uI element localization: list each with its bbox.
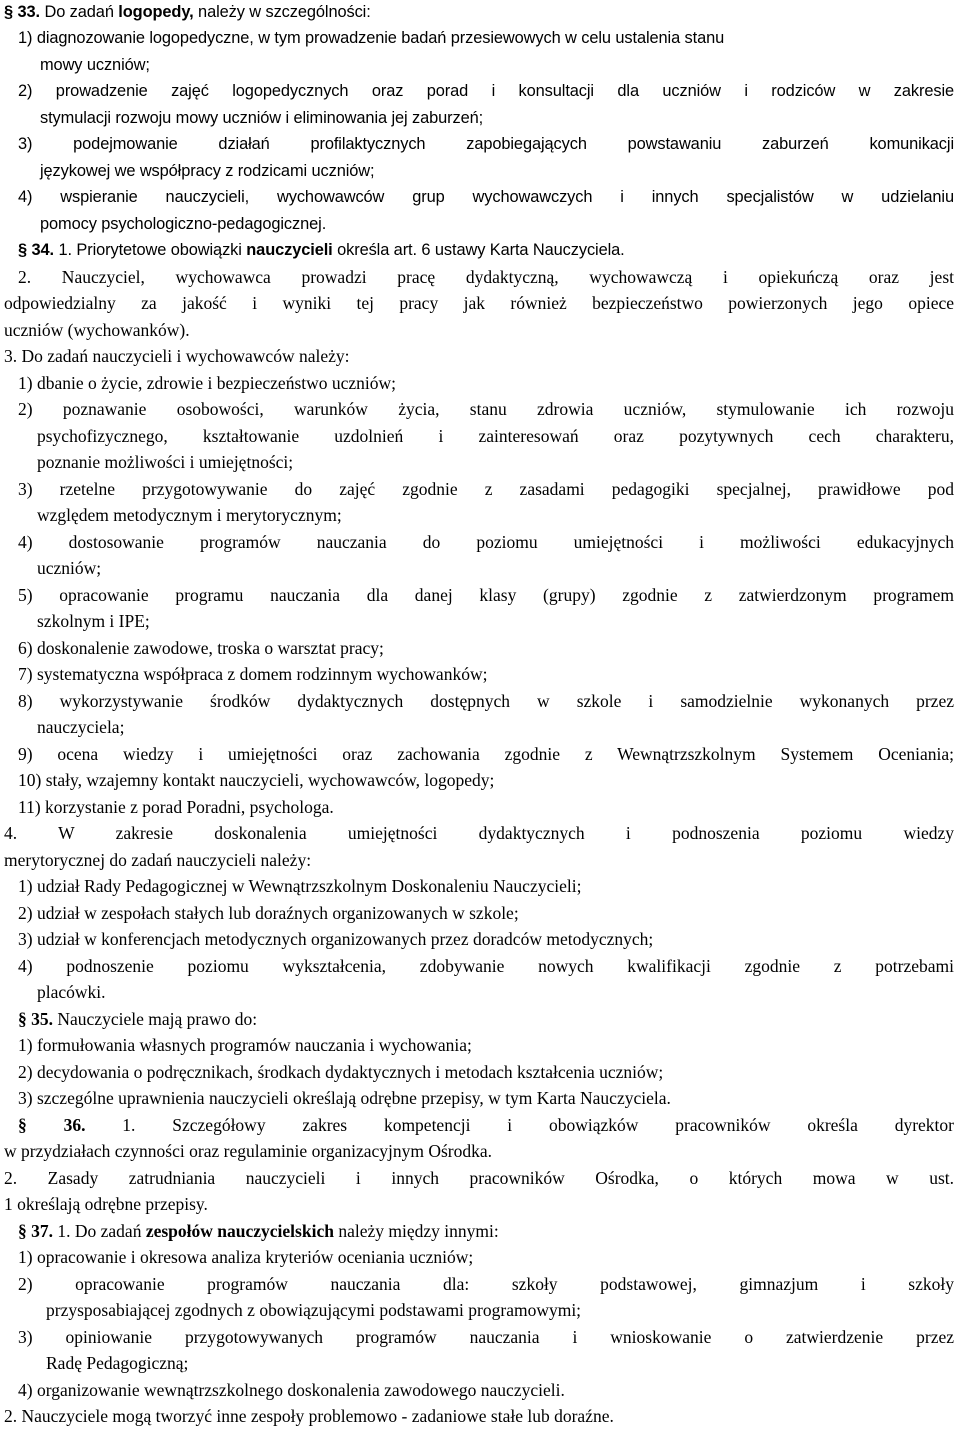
section-36-paragraph-2-cont: 1 określają odrębne przepisy.: [4, 1194, 208, 1214]
section-33-item-cont: pomocy psychologiczno-pedagogicznej.: [40, 215, 327, 233]
section-34-item-cont: uczniów;: [37, 558, 102, 578]
section-37-heading: § 37. 1. Do zadań zespołów nauczycielskich należy między innymi:: [18, 1221, 499, 1241]
section-33-item-cont: stymulacji rozwoju mowy uczniów i eliminowania jej zaburzeń;: [40, 109, 484, 127]
section-35-number: 35.: [31, 1009, 53, 1029]
section-37-item: 4) organizowanie wewnątrzszkolnego doskonalenia zawodowego nauczycieli.: [18, 1380, 565, 1400]
section-35-heading: § 35. Nauczyciele mają prawo do:: [18, 1009, 258, 1029]
section-34-paragraph-3: 3. Do zadań nauczycieli i wychowawców należy:: [4, 346, 350, 366]
section-34-heading: § 34. 1. Priorytetowe obowiązki nauczycieli określa art. 6 ustawy Karta Nauczyciela.: [18, 241, 625, 259]
section-34-item: 4) dostosowanie programów nauczania do poziomu umiejętności i możliwości edukacyjnych: [18, 532, 954, 552]
section-37-number: 37.: [31, 1221, 53, 1241]
section-37-item-cont: przysposabiającej zgodnych z obowiązującymi podstawami programowymi;: [46, 1300, 582, 1320]
section-34-item: 6) doskonalenie zawodowe, troska o warsztat pracy;: [18, 638, 384, 658]
section-33-number: 33.: [17, 3, 40, 21]
section-34-item: 9) ocena wiedzy i umiejętności oraz zachowania zgodnie z Wewnątrzszkolnym Systemem Oceniania;: [18, 744, 954, 764]
section-symbol: §: [18, 1115, 27, 1135]
section-34-item-cont: placówki.: [37, 982, 106, 1002]
section-34-item-cont: nauczyciela;: [37, 717, 125, 737]
section-36-paragraph-1-cont: w przydziałach czynności oraz regulaminie organizacyjnym Ośrodka.: [4, 1141, 493, 1161]
section-33-item-cont: językowej we współpracy z rodzicami uczniów;: [40, 162, 375, 180]
section-37-item-cont: Radę Pedagogiczną;: [46, 1353, 189, 1373]
section-symbol: §: [18, 1221, 27, 1241]
section-34-paragraph-4: 4. W zakresie doskonalenia umiejętności dydaktycznych i podnoszenia poziomu wiedzy: [4, 823, 954, 843]
section-34-number: 34.: [31, 241, 54, 259]
section-35-item: 1) formułowania własnych programów nauczania i wychowania;: [18, 1035, 472, 1055]
section-33-item: 4) wspieranie nauczycieli, wychowawców grup wychowawczych i innych specjalistów w udzielaniu: [18, 188, 954, 206]
section-36-number: 36.: [63, 1115, 86, 1135]
zespoly-term: zespołów nauczycielskich: [145, 1221, 334, 1241]
section-symbol: §: [18, 1009, 27, 1029]
section-33-item: 3) podejmowanie działań profilaktycznych zapobiegających powstawaniu zaburzeń komunikacji: [18, 135, 954, 153]
section-37-item: 2) opracowanie programów nauczania dla: szkoły podstawowej, gimnazjum i szkoły: [18, 1274, 954, 1294]
section-33-item: 1) diagnozowanie logopedyczne, w tym prowadzenie badań przesiewowych w celu ustalenia stanu: [18, 29, 725, 47]
section-33-item: 2) prowadzenie zajęć logopedycznych oraz porad i konsultacji dla uczniów i rodziców w zakresie: [18, 82, 954, 100]
section-34-item-cont: względem metodycznym i merytorycznym;: [37, 505, 342, 525]
section-34-item: 5) opracowanie programu nauczania dla danej klasy (grupy) zgodnie z zatwierdzonym programem: [18, 585, 954, 605]
section-34-item-cont: szkolnym i IPE;: [37, 611, 150, 631]
section-34-item-cont: psychofizycznego, kształtowanie uzdolnień i zainteresowań oraz pozytywnych cech charakteru,: [37, 426, 954, 446]
section-33-item-cont: mowy uczniów;: [40, 56, 150, 74]
logopeda-term: logopedy,: [118, 3, 194, 21]
section-symbol: §: [18, 241, 28, 259]
section-34-item: 3) udział w konferencjach metodycznych organizowanych przez doradców metodycznych;: [18, 929, 654, 949]
section-34-item-cont: poznanie możliwości i umiejętności;: [37, 452, 294, 472]
section-37-item: 1) opracowanie i okresowa analiza kryteriów oceniania uczniów;: [18, 1247, 474, 1267]
section-34-item: 3) rzetelne przygotowywanie do zajęć zgodnie z zasadami pedagogiki specjalnej, prawidłowe pod: [18, 479, 954, 499]
nauczyciele-term: nauczycieli: [246, 241, 333, 259]
section-34-item: 10) stały, wzajemny kontakt nauczycieli, wychowawców, logopedy;: [18, 770, 495, 790]
section-35-item: 3) szczególne uprawnienia nauczycieli określają odrębne przepisy, w tym Karta Nauczyciela.: [18, 1088, 671, 1108]
section-33-heading: § 33. Do zadań logopedy, należy w szczególności:: [4, 3, 371, 21]
section-37-paragraph-2: 2. Nauczyciele mogą tworzyć inne zespoły problemowo - zadaniowe stałe lub doraźne.: [4, 1406, 614, 1426]
section-35-item: 2) decydowania o podręcznikach, środkach dydaktycznych i metodach kształcenia uczniów;: [18, 1062, 664, 1082]
section-34-item: 1) udział Rady Pedagogicznej w Wewnątrzszkolnym Doskonaleniu Nauczycieli;: [18, 876, 582, 896]
section-34-item: 7) systematyczna współpraca z domem rodzinnym wychowanków;: [18, 664, 488, 684]
section-36-paragraph-2: 2. Zasady zatrudniania nauczycieli i innych pracowników Ośrodka, o których mowa w ust.: [4, 1168, 954, 1188]
section-34-item: 2) udział w zespołach stałych lub doraźnych organizowanych w szkole;: [18, 903, 519, 923]
section-34-paragraph-2-cont: uczniów (wychowanków).: [4, 320, 190, 340]
section-34-item: 4) podnoszenie poziomu wykształcenia, zdobywanie nowych kwalifikacji zgodnie z potrzebami: [18, 956, 954, 976]
section-34-item: 2) poznawanie osobowości, warunków życia, stanu zdrowia uczniów, stymulowanie ich rozwoju: [18, 399, 954, 419]
section-34-item: 11) korzystanie z porad Poradni, psychologa.: [18, 797, 334, 817]
section-symbol: §: [4, 3, 14, 21]
section-34-item: 1) dbanie o życie, zdrowie i bezpieczeństwo uczniów;: [18, 373, 397, 393]
section-34-item: 8) wykorzystywanie środków dydaktycznych dostępnych w szkole i samodzielnie wykonanych przez: [18, 691, 954, 711]
section-34-paragraph-4-cont: merytorycznej do zadań nauczycieli należy:: [4, 850, 312, 870]
section-36-heading: § 36. 1. Szczegółowy zakres kompetencji i obowiązków pracowników określa dyrektor: [18, 1115, 954, 1135]
section-37-item: 3) opiniowanie przygotowywanych programów nauczania i wnioskowanie o zatwierdzenie przez: [18, 1327, 954, 1347]
section-34-paragraph-2-cont: odpowiedzialny za jakość i wyniki tej pracy jak również bezpieczeństwo powierzonych jego opiece: [4, 293, 954, 313]
section-34-paragraph-2: 2. Nauczyciel, wychowawca prowadzi pracę dydaktyczną, wychowawczą i opiekuńczą oraz jest: [18, 267, 954, 287]
